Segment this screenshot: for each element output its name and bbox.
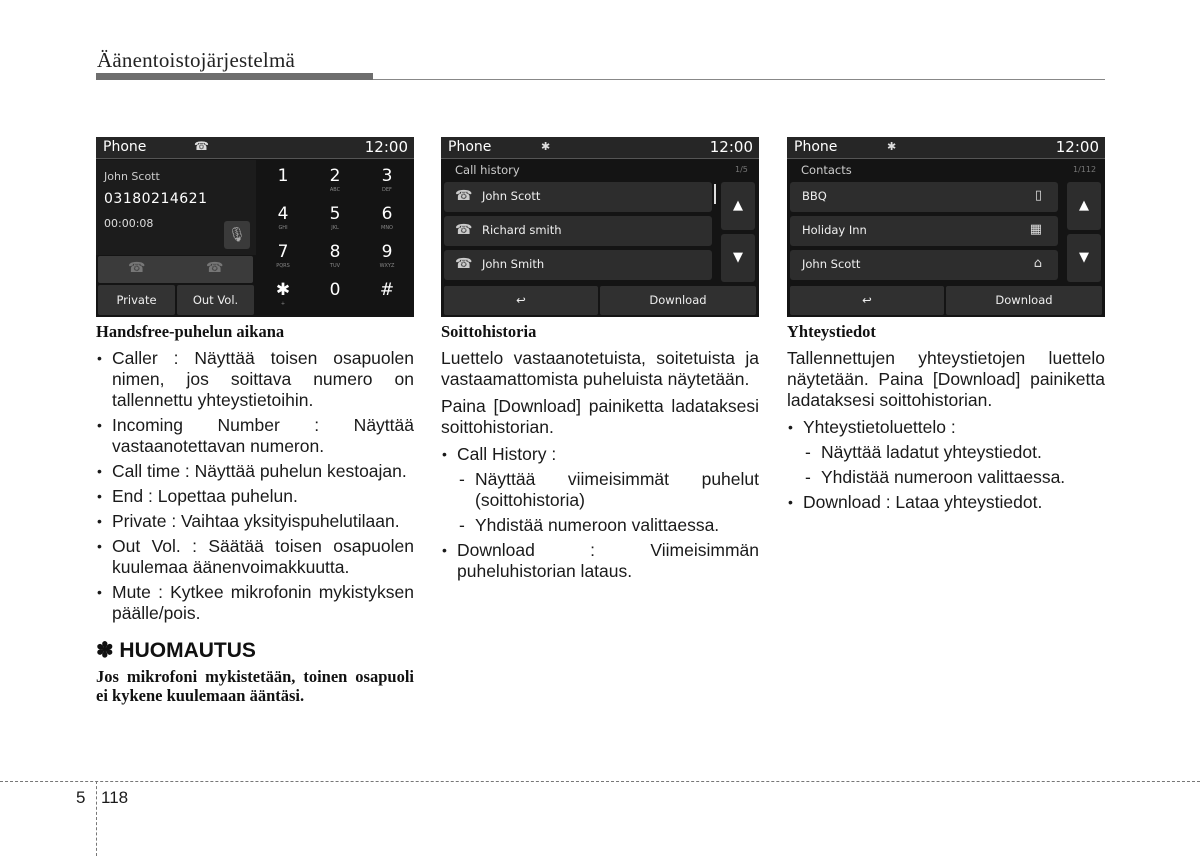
- key-8[interactable]: 8 TUV: [329, 242, 341, 269]
- key-3[interactable]: 3 DEF: [381, 166, 393, 193]
- list-item: • End : Lopettaa puhelun.: [96, 486, 414, 507]
- scroll-down-button[interactable]: [721, 234, 755, 282]
- back-button[interactable]: [790, 286, 944, 315]
- bullet-list: [96, 348, 414, 624]
- key-7[interactable]: 7 PQRS: [276, 242, 290, 269]
- home-icon: ⌂: [1033, 256, 1042, 271]
- download-button[interactable]: Download: [946, 286, 1102, 315]
- page-indicator: 1/112: [1073, 165, 1097, 174]
- down-arrow-icon: ▼: [733, 250, 743, 265]
- microphone-icon: 🎙: [228, 227, 246, 243]
- section-heading: Soittohistoria: [441, 322, 537, 341]
- list-item: • Call time : Näyttää puhelun kestoajan.: [96, 461, 414, 482]
- handsfree-screen: [96, 137, 414, 317]
- bullet-list: [441, 444, 759, 582]
- back-icon: ↩: [862, 293, 872, 307]
- call-control-bar: [98, 256, 253, 283]
- contacts-section: [787, 322, 1105, 517]
- contacts-screen: [787, 137, 1105, 317]
- list-item[interactable]: ☎ John Scott: [444, 182, 712, 212]
- footer-divider: [96, 781, 97, 856]
- key-1[interactable]: 1: [277, 166, 289, 186]
- answer-call-icon[interactable]: ☎: [128, 260, 146, 276]
- list-item: • Incoming Number : Näyttää vastaanotettavan numeron.: [96, 415, 414, 457]
- back-icon: ↩: [516, 293, 526, 307]
- download-button[interactable]: Download: [600, 286, 756, 315]
- status-bar: [787, 137, 1105, 159]
- page-number: 118: [101, 788, 129, 807]
- list-item: • Mute : Kytkee mikrofonin mykistyksen päälle/pois.: [96, 582, 414, 624]
- private-button[interactable]: Private: [98, 285, 175, 315]
- key-4[interactable]: 4 GHI: [277, 204, 289, 231]
- clock: 12:00: [709, 138, 753, 156]
- key-6[interactable]: 6 MNO: [381, 204, 393, 231]
- end-call-icon[interactable]: ☎: [206, 260, 224, 276]
- key-star[interactable]: ✱ +: [275, 280, 291, 307]
- key-9[interactable]: 9 WXYZ: [379, 242, 395, 269]
- key-5[interactable]: 5 JKL: [329, 204, 341, 231]
- up-arrow-icon: ▲: [1079, 198, 1089, 213]
- up-arrow-icon: ▲: [733, 198, 743, 213]
- call-history-screen: [441, 137, 759, 317]
- office-icon: ▦: [1029, 222, 1042, 237]
- list-title: Contacts: [801, 163, 852, 177]
- key-2[interactable]: 2 ABC: [329, 166, 341, 193]
- page-indicator: 1/5: [735, 165, 748, 174]
- down-arrow-icon: ▼: [1079, 250, 1089, 265]
- paragraph: Paina [Download] painiketta ladataksesi soittohistorian.: [441, 396, 759, 437]
- sub-item: - Yhdistää numeroon valittaessa.: [457, 515, 759, 536]
- scroll-indicator[interactable]: [714, 184, 716, 204]
- list-item: • Download : Viimeisimmän puheluhistorian lataus.: [441, 540, 759, 582]
- out-vol-button[interactable]: Out Vol.: [177, 285, 254, 315]
- list-item: • Private : Vaihtaa yksityispuhelutilaan.: [96, 511, 414, 532]
- screen-title: Phone: [103, 139, 147, 155]
- sub-item: - Näyttää viimeisimmät puhelut (soittohistoria): [457, 469, 759, 511]
- list-item[interactable]: John Scott ⌂: [790, 250, 1058, 280]
- clock: 12:00: [1055, 138, 1099, 156]
- call-history-section: [441, 322, 759, 586]
- sub-item: - Yhdistää numeroon valittaessa.: [803, 467, 1105, 488]
- section-heading: Yhteystiedot: [787, 322, 876, 341]
- list-item: • Out Vol. : Säätää toisen osapuolen kuulemaa äänenvoimakkuutta.: [96, 536, 414, 578]
- clock: 12:00: [364, 138, 408, 156]
- bluetooth-icon: ✱: [887, 140, 897, 153]
- note-text: Jos mikrofoni mykistetään, toinen osapuoli ei kykene kuulemaan ääntäsi.: [96, 667, 414, 705]
- dial-keypad: [257, 160, 414, 317]
- page-header-title: Äänentoistojärjestelmä: [97, 48, 296, 72]
- caller-number: 03180214621: [104, 191, 208, 207]
- sub-item: - Näyttää ladatut yhteystiedot.: [803, 442, 1105, 463]
- bullet-list: [787, 417, 1105, 513]
- key-0[interactable]: 0: [329, 280, 341, 300]
- bluetooth-icon: ✱: [541, 140, 551, 153]
- key-hash[interactable]: #: [379, 280, 395, 300]
- paragraph: Luettelo vastaanotetuista, soitetuista ja vastaamattomista puheluista näytetään.: [441, 348, 759, 389]
- status-bar: [441, 137, 759, 159]
- mobile-icon: ▯: [1034, 188, 1042, 203]
- scroll-down-button[interactable]: [1067, 234, 1101, 282]
- list-item[interactable]: ☎ John Smith: [444, 250, 712, 280]
- header-bar: [96, 73, 373, 80]
- section-number: 5: [76, 788, 86, 807]
- list-item: • Download : Lataa yhteystiedot.: [787, 492, 1105, 513]
- mute-button[interactable]: [224, 221, 250, 249]
- handsfree-section: [96, 322, 414, 705]
- back-button[interactable]: [444, 286, 598, 315]
- list-item: • Caller : Näyttää toisen osapuolen nimen, jos soittava numero on tallennettu yhteystietoihin.: [96, 348, 414, 411]
- section-heading: Handsfree-puhelun aikana: [96, 322, 285, 341]
- call-duration: 00:00:08: [104, 217, 154, 230]
- list-item: • Call History : - Näyttää viimeisimmät puhelut (soittohistoria) - Yhdistää numeroon valittaessa.: [441, 444, 759, 536]
- list-item[interactable]: ☎ Richard smith: [444, 216, 712, 246]
- scroll-up-button[interactable]: [1067, 182, 1101, 230]
- list-item[interactable]: Holiday Inn ▦: [790, 216, 1058, 246]
- footer-rule: [0, 781, 1200, 782]
- scroll-up-button[interactable]: [721, 182, 755, 230]
- sub-list: [457, 469, 759, 536]
- header-rule: [373, 79, 1105, 80]
- handset-icon: ☎: [194, 139, 209, 153]
- caller-name: John Scott: [104, 170, 160, 183]
- sub-list: [803, 442, 1105, 488]
- paragraph: Tallennettujen yhteystietojen luettelo näytetään. Paina [Download] painiketta ladataksesi soittohistorian.: [787, 348, 1105, 410]
- list-title: Call history: [455, 163, 520, 177]
- call-icon: ☎: [455, 188, 473, 204]
- list-item: • Yhteystietoluettelo : - Näyttää ladatut yhteystiedot. - Yhdistää numeroon valittaessa.: [787, 417, 1105, 488]
- status-bar: [96, 137, 414, 159]
- screen-title: Phone: [448, 139, 492, 155]
- call-icon: ☎: [455, 222, 473, 238]
- note-heading: ✽ HUOMAUTUS: [96, 639, 256, 662]
- list-item[interactable]: BBQ ▯: [790, 182, 1058, 212]
- call-icon: ☎: [455, 256, 473, 272]
- screen-title: Phone: [794, 139, 838, 155]
